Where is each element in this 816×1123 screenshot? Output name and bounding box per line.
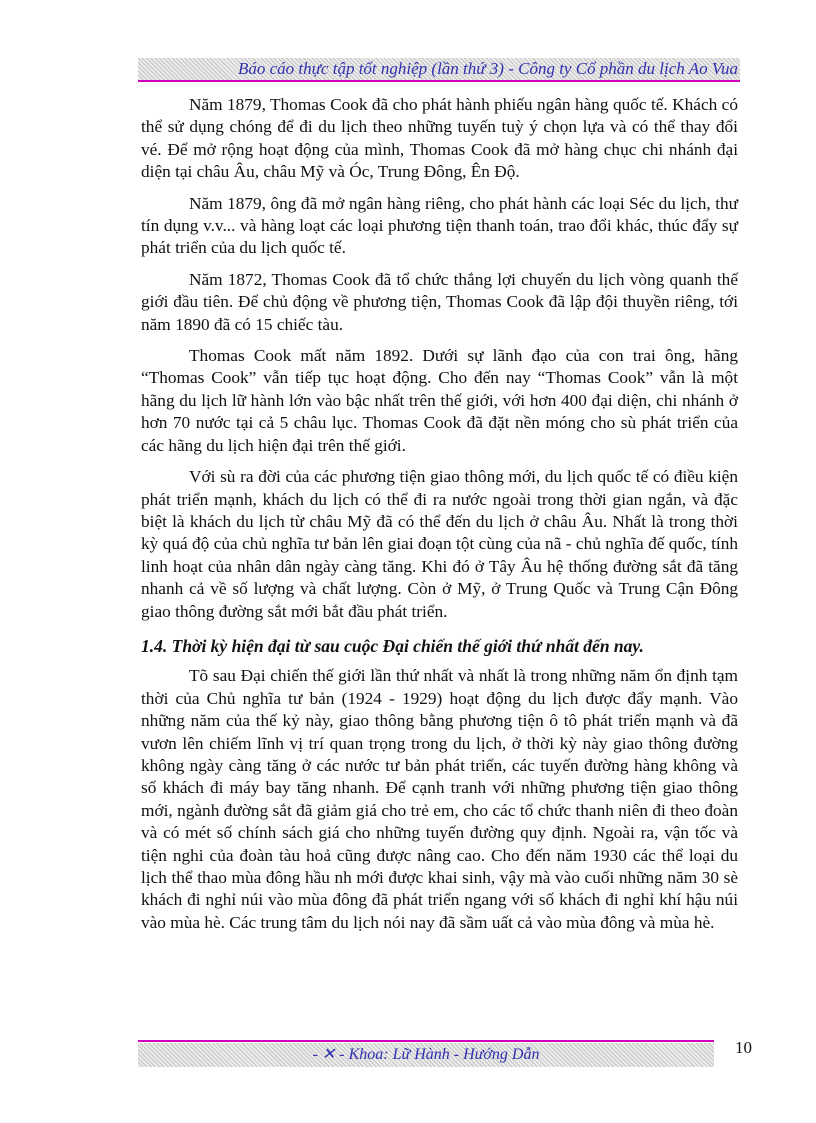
footer-divider: [138, 1040, 714, 1042]
page-number: 10: [735, 1038, 752, 1057]
paragraph-2: Năm 1879, ông đã mở ngân hàng riêng, cho phát hành các loại Séc du lịch, thư tín dụng v.v... và hàng loạt các loại phương tiện thanh toán, trao đổi khác, thúc đẩy sự phát triển của du lịch quốc tế.: [141, 193, 738, 258]
paragraph-5: Với sù ra đời của các phương tiện giao thông mới, du lịch quốc tế có điều kiện phát triển mạnh, khách du lịch có thể đi ra nước ngoài trong thời gian ngắn, và đặc biệt là khách du lịch từ châu Mỹ đã có thể đến du lịch ở châu Âu. Nhất là trong thời kỳ quá độ của chủ nghĩa tư bản lên giai đoạn tột cùng của nã - chủ nghĩa đế quốc, tính linh hoạt của nhân dân ngày càng tăng. Khi đó ở Tây Âu hệ thống đường sắt đã tăng nhanh cả về số lượng và chất lượng. Còn ở Mỹ, ở Trung Quốc và Trung Cận Đông giao thông đường sắt mới bắt đầu phát triển.: [141, 467, 738, 621]
section-heading: 1.4. Thời kỳ hiện đại từ sau cuộc Đại chiến thế giới thứ nhất đến nay.: [141, 635, 644, 656]
paragraph-3: Năm 1872, Thomas Cook đã tổ chức thắng lợi chuyến du lịch vòng quanh thế giới đầu tiên. Để chủ động về phương tiện, Thomas Cook đã lập đội thuyền riêng, tới năm 1890 đã có 15 chiếc tàu.: [141, 269, 738, 334]
paragraph-4: Thomas Cook mất năm 1892. Dưới sự lãnh đạo của con trai ông, hãng “Thomas Cook” vẫn tiếp tục hoạt động. Cho đến nay “Thomas Cook” vẫn là một hãng du lịch lữ hành lớn vào bậc nhất trên thế giới, với hơn 400 đại diện, chi nhánh ở hơn 70 nước tại cả 5 châu lục. Thomas Cook đã đặt nền móng cho sù phát triển của các hãng du lịch hiện đại trên thế giới.: [141, 346, 738, 455]
footer-text: - ✕ - Khoa: Lữ Hành - Hướng Dẫn: [312, 1046, 540, 1063]
page-footer: [138, 1043, 714, 1067]
document-body: [141, 94, 738, 943]
paragraph-6: Tõ sau Đại chiến thế giới lần thứ nhất và nhất là trong những năm ổn định tạm thời của Chủ nghĩa tư bản (1924 - 1929) hoạt động du lịch được đẩy mạnh. Vào những năm của thế kỷ này, giao thông bằng phương tiện ô tô phát triển mạnh và đã vươn lên chiếm lĩnh vị trí quan trọng trong du lịch, ở thời kỳ này giao thông đường không ngày càng tăng ở các nước tư bản phát triển, các tuyến đường hàng không và số khách đi máy bay tăng nhanh. Để cạnh tranh với những phương tiện giao thông mới, ngành đường sắt đã giảm giá cho trẻ em, cho các tổ chức thanh niên đi theo đoàn và có mét số chính sách giá cho những tuyến đường quy định. Ngoài ra, vận tốc và tiện nghi của đoàn tàu hoả cũng được nâng cao. Cho đến năm 1930 các thể loại du lịch thể thao mùa đông hầu nh mới được khai sinh, vậy mà vào cuối những năm 30 sè khách đi nghỉ núi vào mùa đông đã phát triển ngang với số khách đi nghỉ khí hậu núi vào mùa hè. Các trung tâm du lịch nói nay đã sầm uất cả vào mùa đông và mùa hè.: [141, 666, 738, 932]
paragraph-1: Năm 1879, Thomas Cook đã cho phát hành phiếu ngân hàng quốc tế. Khách có thể sử dụng chóng để đi du lịch theo những tuyến tuỳ ý chọn lựa và có thể thay đổi vé. Để mở rộng hoạt động của mình, Thomas Cook đã mở hàng chục chi nhánh đại diện tại châu Âu, châu Mỹ và Óc, Trung Đông, Ên Độ.: [141, 95, 738, 182]
page-header: [138, 58, 740, 82]
header-title: Báo cáo thực tập tốt nghiệp (lần thứ 3) - Công ty Cổ phần du lịch Ao Vua: [238, 59, 738, 78]
